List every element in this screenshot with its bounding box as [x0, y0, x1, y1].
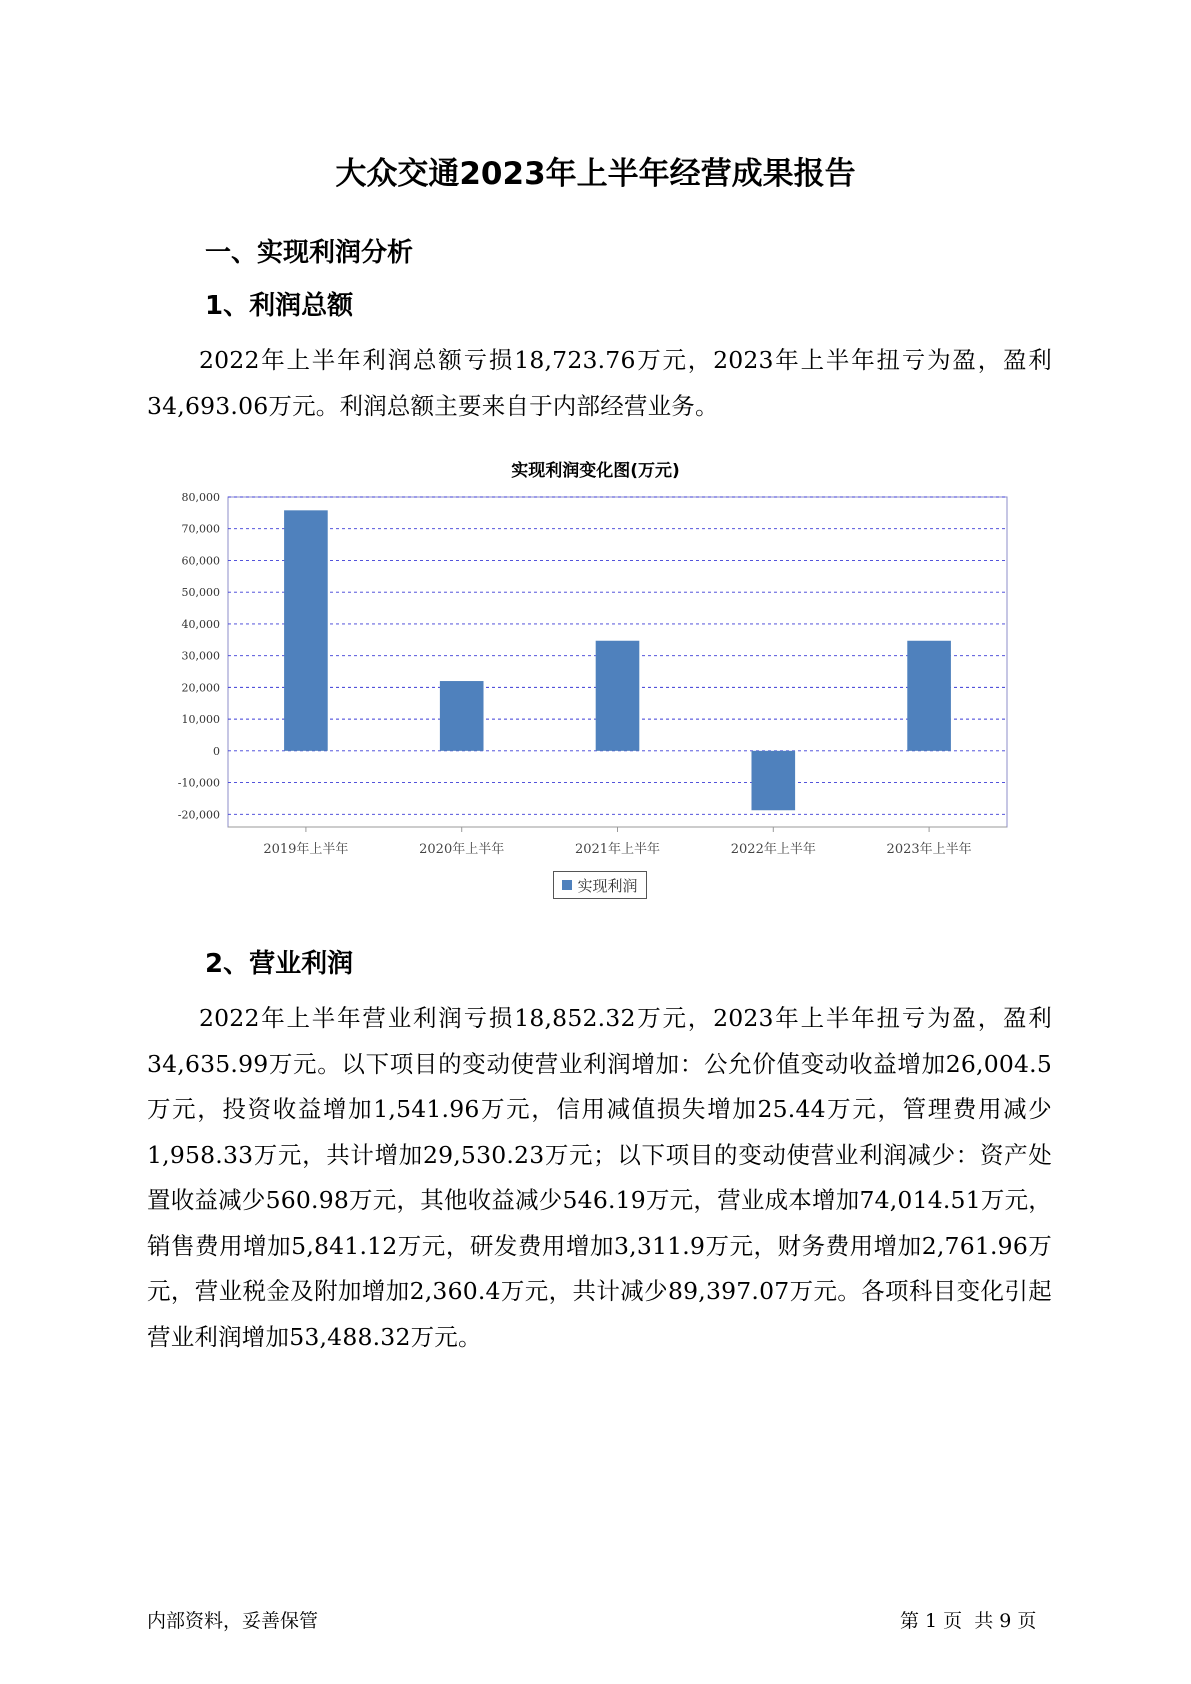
chart-legend: [553, 871, 647, 899]
bar-3: [596, 641, 640, 751]
x-tick-label: 2023年上半年: [886, 842, 972, 857]
y-tick-label: 60,000: [181, 554, 220, 568]
x-tick-label: 2020年上半年: [419, 842, 505, 857]
bar-5: [907, 641, 951, 751]
y-tick-label: 20,000: [181, 681, 220, 695]
paragraph-total-profit: 2022年上半年利润总额亏损18,723.76万元，2023年上半年扭亏为盈，盈利34,693.06万元。利润总额主要来自于内部经营业务。: [147, 346, 1052, 420]
legend-label: 实现利润: [577, 876, 638, 895]
y-tick-label: -20,000: [177, 808, 220, 822]
bar-4: [751, 751, 795, 810]
bar-2: [440, 681, 484, 751]
footer-page-number: 第 1 页 共 9 页: [900, 1610, 1037, 1632]
y-tick-label: 40,000: [181, 617, 220, 631]
subsection-heading-operating-profit: 2、营业利润: [205, 949, 354, 979]
paragraph-operating-profit: 2022年上半年营业利润亏损18,852.32万元，2023年上半年扭亏为盈，盈利34,635.99万元。以下项目的变动使营业利润增加：公允价值变动收益增加26,004.5万元，投资收益增加1,541.96万元，信用减值损失增加25.44万元，管理费用减少1,958.33万元，共计增加29,530.23万元；以下项目的变动使营业利润减少：资产处置收益减少560.98万元，其他收益减少546.19万元，营业成本增加74,014.51万元，销售费用增加5,841.12万元，研发费用增加3,311.9万元，财务费用增加2,761.96万元，营业税金及附加增加2,360.4万元，共计减少89,397.07万元。各项科目变化引起营业利润增加53,488.32万元。: [147, 1004, 1052, 1351]
legend-swatch: [562, 880, 572, 890]
x-tick-label: 2019年上半年: [263, 842, 349, 857]
document-title: 大众交通2023年上半年经营成果报告: [335, 156, 856, 192]
footer-confidential-note: 内部资料，妥善保管: [147, 1610, 319, 1632]
y-tick-label: 30,000: [181, 649, 220, 663]
y-tick-label: 0: [213, 744, 220, 758]
bar-1: [284, 510, 328, 751]
y-tick-label: 80,000: [181, 491, 220, 504]
y-tick-label: 70,000: [181, 522, 220, 536]
x-tick-label: 2022年上半年: [730, 842, 816, 857]
y-tick-label: 10,000: [181, 713, 220, 727]
y-tick-label: 50,000: [181, 586, 220, 600]
subsection-heading-total-profit: 1、利润总额: [205, 291, 354, 321]
y-tick-label: -10,000: [177, 776, 220, 790]
section-heading: 一、实现利润分析: [205, 238, 414, 268]
x-tick-label: 2021年上半年: [574, 842, 661, 857]
chart-title: 实现利润变化图(万元): [511, 461, 680, 481]
